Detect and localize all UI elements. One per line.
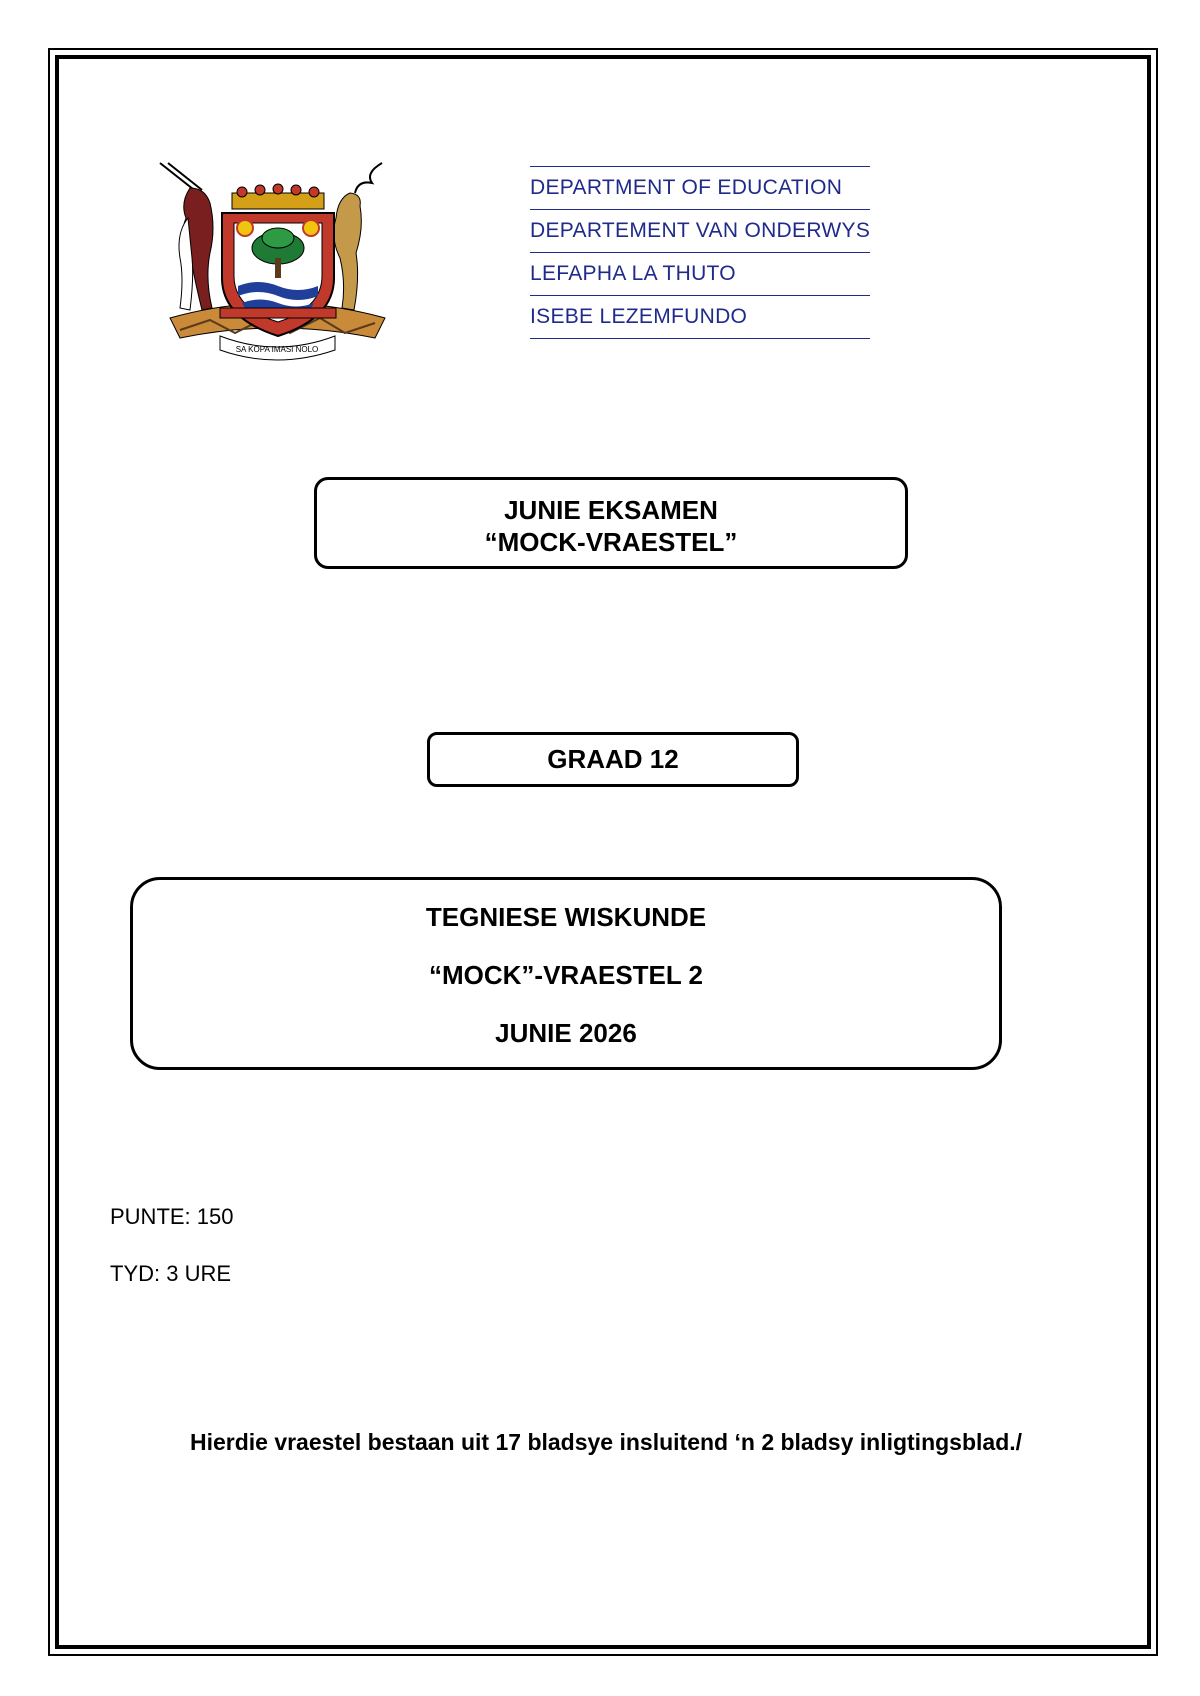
coat-of-arms-icon: [150, 158, 405, 368]
marks-label: PUNTE: 150: [110, 1204, 234, 1229]
department-names: [530, 166, 870, 339]
exam-title: JUNIE EKSAMEN: [504, 495, 718, 525]
department-name-en: DEPARTMENT OF EDUCATION: [530, 166, 870, 209]
grade-box: [427, 732, 799, 787]
exam-title-box: [314, 477, 908, 569]
page-count-note: Hierdie vraestel bestaan uit 17 bladsye insluitend ‘n 2 bladsy inligtingsblad./: [189, 1429, 1023, 1455]
time-label: TYD: 3 URE: [110, 1261, 232, 1286]
subject-box: [130, 877, 1002, 1070]
department-name-st: LEFAPHA LA THUTO: [530, 252, 870, 295]
department-name-af: DEPARTEMENT VAN ONDERWYS: [530, 209, 870, 252]
subject-name: TEGNIESE WISKUNDE: [425, 902, 707, 932]
department-name-xh: ISEBE LEZEMFUNDO: [530, 295, 870, 339]
exam-subtitle: “MOCK-VRAESTEL”: [484, 527, 738, 557]
paper-name: “MOCK”-VRAESTEL 2: [429, 960, 703, 990]
exam-date: JUNIE 2026: [495, 1018, 637, 1048]
grade-label: GRAAD 12: [547, 744, 679, 774]
svg-text:SA KOPA IMASI NOLO: SA KOPA IMASI NOLO: [235, 345, 319, 354]
